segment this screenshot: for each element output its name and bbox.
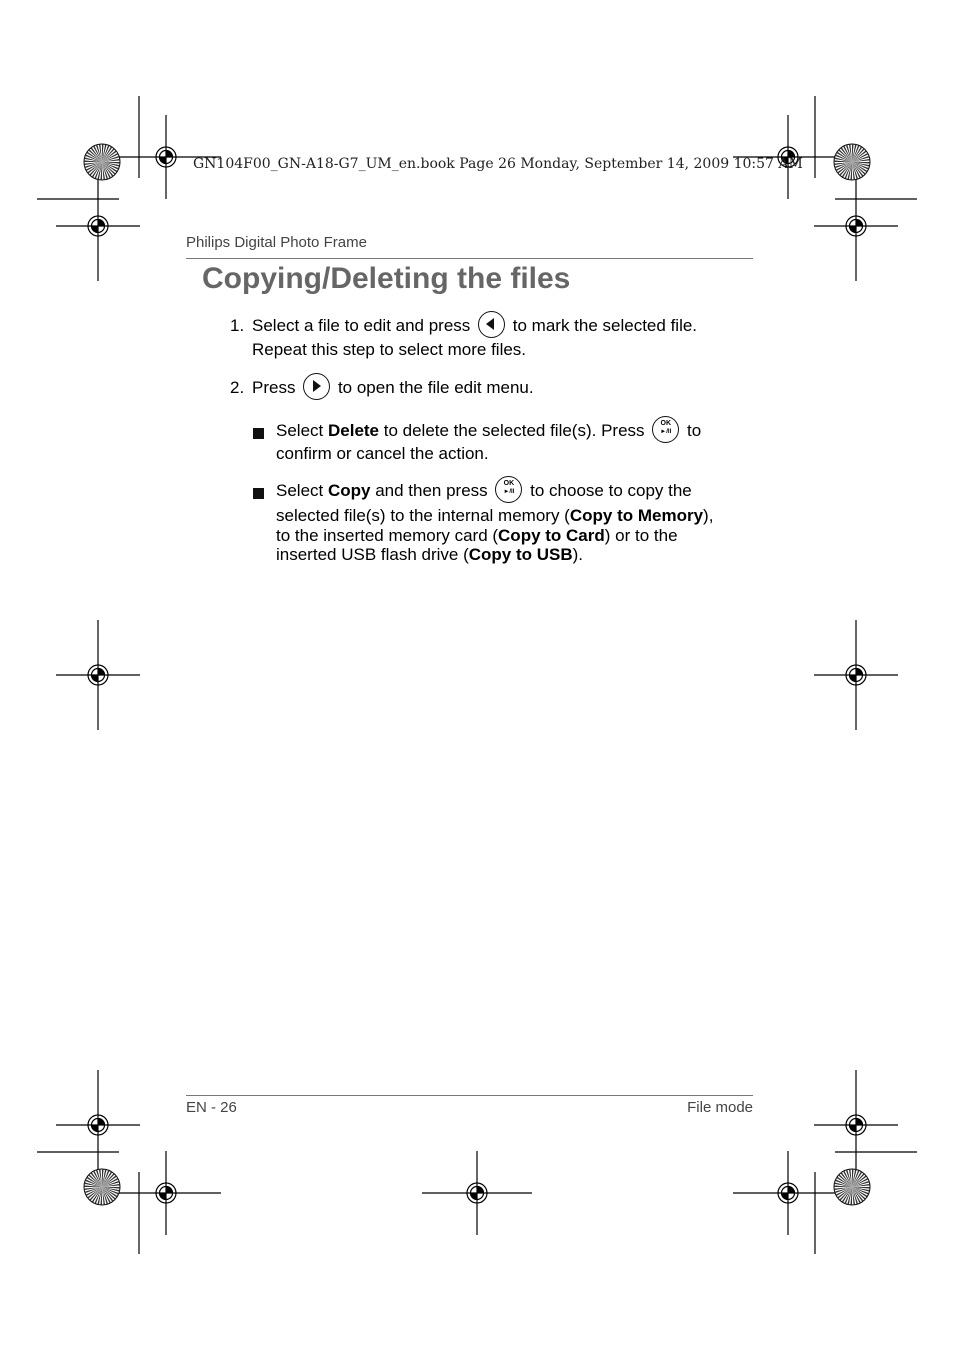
- section-name: File mode: [687, 1099, 753, 1116]
- step-number: 2.: [230, 378, 245, 397]
- bullet-line: [276, 545, 756, 565]
- bullet-text: [276, 480, 756, 565]
- bullet-text-segment: to the inserted memory card (: [276, 525, 499, 545]
- step-text-segment: Press: [252, 378, 296, 397]
- page-number: EN - 26: [186, 1099, 237, 1116]
- ok-key-label: OK: [660, 420, 672, 428]
- bullet-text: [276, 420, 756, 465]
- bullet-keyword: Copy to Card: [498, 525, 605, 545]
- step-text-segment: to mark the selected file.: [512, 316, 698, 335]
- step-text-segment: to open the file edit menu.: [337, 378, 534, 397]
- footer-rule: [186, 1095, 753, 1096]
- bullet-keyword: Copy: [327, 480, 371, 500]
- ok-key-label: OK: [503, 480, 515, 487]
- bullet-keyword: Delete: [327, 421, 380, 440]
- bullet-line: confirm or cancel the action.: [276, 444, 489, 464]
- bullet-line: [276, 480, 756, 503]
- ok-play-pause-key-icon: [495, 476, 522, 503]
- step-line: [252, 314, 752, 338]
- bullet-text-segment: ) or to the: [604, 525, 678, 545]
- play-pause-key-label: ►/II: [503, 489, 515, 495]
- header-rule: [186, 258, 753, 259]
- bullet-text-segment: Select: [276, 421, 328, 440]
- step-line: [252, 376, 752, 400]
- bullet-text-segment: to delete the selected file(s). Press: [379, 421, 645, 440]
- step-text: [252, 376, 752, 400]
- bullet-keyword: Copy to Memory: [569, 506, 704, 525]
- step-text-segment: Select a file to edit and press: [252, 316, 471, 335]
- bullet-text-segment: ),: [703, 506, 714, 525]
- right-arrow-key-icon: [303, 373, 330, 400]
- bullet-text-segment: ).: [572, 545, 584, 564]
- bullet-square-icon: [253, 488, 264, 499]
- step-text: [252, 314, 752, 361]
- bullet-line: [276, 506, 756, 526]
- bullet-text-segment: to choose to copy the: [530, 480, 692, 500]
- ok-play-pause-key-icon: [652, 416, 679, 443]
- bullet-text-segment: Select: [276, 480, 328, 500]
- left-arrow-key-icon: [478, 311, 505, 338]
- step-line: Repeat this step to select more files.: [252, 340, 527, 360]
- bullet-text-segment: inserted USB flash drive (: [276, 545, 469, 564]
- running-head: Philips Digital Photo Frame: [186, 234, 367, 251]
- bullet-text-segment: selected file(s) to the internal memory (: [276, 506, 570, 525]
- bullet-text-segment: to: [687, 421, 702, 440]
- bullet-text-segment: and then press: [370, 480, 488, 500]
- step-number: 1.: [230, 316, 245, 335]
- bullet-line: [276, 526, 756, 546]
- bullet-line: [276, 420, 756, 443]
- bullet-square-icon: [253, 428, 264, 439]
- play-pause-key-label: ►/II: [660, 429, 672, 436]
- print-slug-line: GN104F00_GN-A18-G7_UM_en.book Page 26 Monday, September 14, 2009 10:57 AM: [193, 156, 803, 172]
- bullet-keyword: Copy to USB: [468, 545, 573, 564]
- page-title: Copying/Deleting the files: [202, 262, 571, 295]
